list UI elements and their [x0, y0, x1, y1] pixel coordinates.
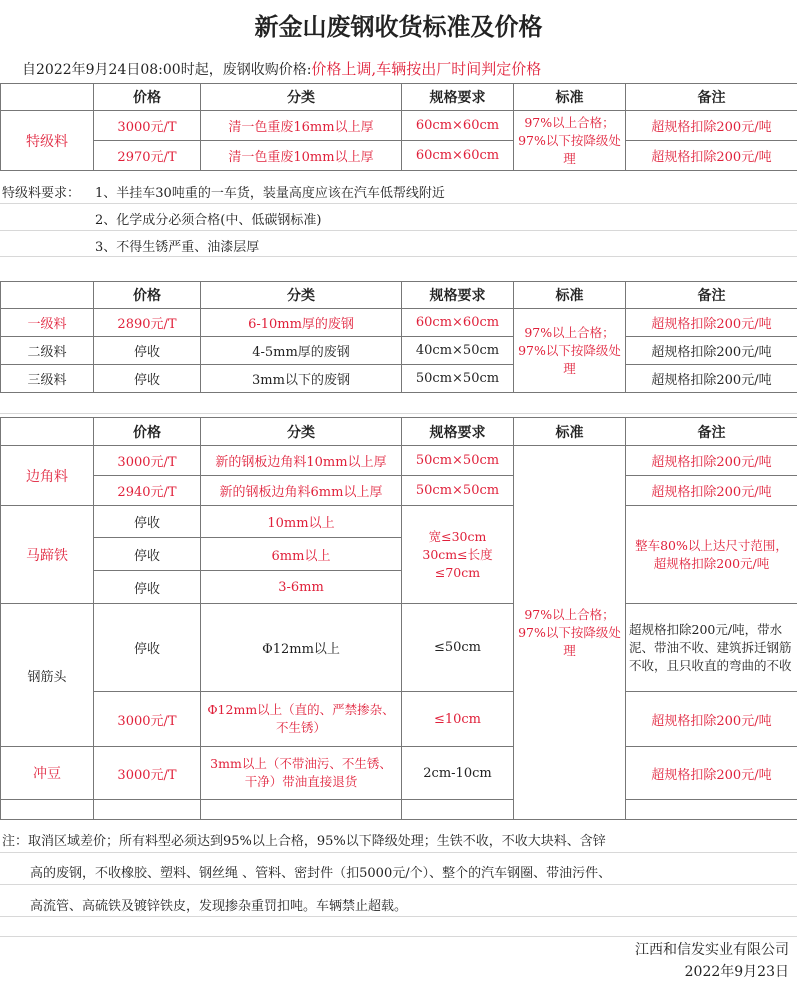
blank-cell — [402, 800, 514, 820]
footer-note-3: 高流管、高硫铁及镀锌铁皮，发现掺杂重罚扣吨。车辆禁止超载。 — [30, 899, 408, 914]
grid-line — [0, 916, 797, 917]
bean-remark: 超规格扣除200元/吨 — [626, 747, 797, 800]
premium-req-1: 1、半挂车30吨重的一车货，装量高度应该在汽车低帮线附近 — [95, 186, 445, 201]
rebar-category-2: Φ12mm以上（直的、严禁掺杂、不生锈） — [201, 692, 402, 747]
blank-cell — [626, 800, 797, 820]
rebar-category-1: Φ12mm以上 — [201, 604, 402, 692]
horseshoe-category-1: 10mm以上 — [201, 506, 402, 538]
premium-req-2: 2、化学成分必须合格(中、低碳钢标准) — [95, 213, 322, 228]
horseshoe-spec: 宽≤30cm 30cm≤长度≤70cm — [402, 506, 514, 604]
bean-price: 3000元/T — [94, 747, 201, 800]
premium-spec-2: 60cm×60cm — [402, 141, 514, 171]
horseshoe-category-3: 3-6mm — [201, 571, 402, 604]
edge-spec-2: 50cm×50cm — [402, 476, 514, 506]
premium-category-1: 清一色重废16mm以上厚 — [201, 111, 402, 141]
header-spec: 规格要求 — [402, 282, 514, 309]
premium-price-2: 2970元/T — [94, 141, 201, 171]
premium-category-2: 清一色重废10mm以上厚 — [201, 141, 402, 171]
grade3-spec: 50cm×50cm — [402, 365, 514, 393]
header-price: 价格 — [94, 84, 201, 111]
horseshoe-price-1: 停收 — [94, 506, 201, 538]
special-standard: 97%以上合格；97%以下按降级处理 — [514, 446, 626, 820]
premium-req-title: 特级料要求： — [2, 186, 81, 201]
grade3-price: 停收 — [94, 365, 201, 393]
header-price: 价格 — [94, 418, 201, 446]
rebar-remark-2: 超规格扣除200元/吨 — [626, 692, 797, 747]
grade-standard: 97%以上合格；97%以下按降级处理 — [514, 309, 626, 393]
header-blank — [1, 418, 94, 446]
grade2-spec: 40cm×50cm — [402, 337, 514, 365]
notice-prefix: 自2022年9月24日08:00时起，废钢收购价格: — [22, 62, 312, 78]
premium-remark-1: 超规格扣除200元/吨 — [626, 111, 797, 141]
grade2-price: 停收 — [94, 337, 201, 365]
footer-note-1: 注：取消区域差价；所有料型必须达到95%以上合格，95%以下降级处理；生铁不收，不收大块料、含锌 — [2, 834, 606, 849]
premium-price-1: 3000元/T — [94, 111, 201, 141]
rebar-price-1: 停收 — [94, 604, 201, 692]
company-name: 江西和信发实业有限公司 — [635, 942, 789, 958]
horseshoe-remark: 整车80%以上达尺寸范围，超规格扣除200元/吨 — [626, 506, 797, 604]
grid-line — [0, 884, 797, 885]
edge-remark-1: 超规格扣除200元/吨 — [626, 446, 797, 476]
header-remark: 备注 — [626, 282, 797, 309]
rebar-price-2: 3000元/T — [94, 692, 201, 747]
bean-label: 冲豆 — [1, 747, 94, 800]
grade1-price: 2890元/T — [94, 309, 201, 337]
header-standard: 标准 — [514, 418, 626, 446]
premium-remark-2: 超规格扣除200元/吨 — [626, 141, 797, 171]
page-title: 新金山废钢收货标准及价格 — [254, 13, 543, 41]
edge-category-1: 新的钢板边角料10mm以上厚 — [201, 446, 402, 476]
grade1-label: 一级料 — [1, 309, 94, 337]
blank-cell — [201, 800, 402, 820]
grade3-label: 三级料 — [1, 365, 94, 393]
grid-line — [0, 203, 797, 204]
rebar-spec-2: ≤10cm — [402, 692, 514, 747]
grid-line — [0, 936, 797, 937]
edge-remark-2: 超规格扣除200元/吨 — [626, 476, 797, 506]
premium-label: 特级料 — [1, 111, 94, 171]
grid-line — [0, 413, 797, 414]
header-category: 分类 — [201, 418, 402, 446]
special-table — [0, 417, 797, 820]
header-remark: 备注 — [626, 84, 797, 111]
grade2-label: 二级料 — [1, 337, 94, 365]
premium-table — [0, 83, 797, 171]
grid-line — [0, 852, 797, 853]
grade1-remark: 超规格扣除200元/吨 — [626, 309, 797, 337]
grade3-category: 3mm以下的废钢 — [201, 365, 402, 393]
grid-line — [0, 256, 797, 257]
horseshoe-price-2: 停收 — [94, 538, 201, 571]
grade2-category: 4-5mm厚的废钢 — [201, 337, 402, 365]
grade1-category: 6-10mm厚的废钢 — [201, 309, 402, 337]
premium-standard: 97%以上合格；97%以下按降级处理 — [514, 111, 626, 171]
header-price: 价格 — [94, 282, 201, 309]
grade1-spec: 60cm×60cm — [402, 309, 514, 337]
header-spec: 规格要求 — [402, 84, 514, 111]
horseshoe-category-2: 6mm以上 — [201, 538, 402, 571]
header-category: 分类 — [201, 282, 402, 309]
price-notice — [22, 58, 541, 79]
header-standard: 标准 — [514, 84, 626, 111]
horseshoe-price-3: 停收 — [94, 571, 201, 604]
grade-table — [0, 281, 797, 393]
blank-cell — [1, 800, 94, 820]
bean-category: 3mm以上（不带油污、不生锈、干净）带油直接退货 — [201, 747, 402, 800]
edge-spec-1: 50cm×50cm — [402, 446, 514, 476]
edge-label: 边角料 — [1, 446, 94, 506]
header-remark: 备注 — [626, 418, 797, 446]
grade3-remark: 超规格扣除200元/吨 — [626, 365, 797, 393]
document-date: 2022年9月23日 — [684, 964, 789, 980]
premium-req-3: 3、不得生锈严重、油漆层厚 — [95, 240, 260, 255]
rebar-remark-1: 超规格扣除200元/吨，带水泥、带油不收、建筑拆迁钢筋不收，且只收直的弯曲的不收 — [626, 604, 797, 692]
header-spec: 规格要求 — [402, 418, 514, 446]
header-standard: 标准 — [514, 282, 626, 309]
grid-line — [0, 230, 797, 231]
footer-note-2: 高的废钢，不收橡胶、塑料、钢丝绳 、管料、密封件（扣5000元/个）、整个的汽车钢圈、带油污件、 — [30, 866, 612, 881]
edge-price-2: 2940元/T — [94, 476, 201, 506]
horseshoe-label: 马蹄铁 — [1, 506, 94, 604]
edge-category-2: 新的钢板边角料6mm以上厚 — [201, 476, 402, 506]
premium-spec-1: 60cm×60cm — [402, 111, 514, 141]
header-category: 分类 — [201, 84, 402, 111]
blank-cell — [94, 800, 201, 820]
rebar-spec-1: ≤50cm — [402, 604, 514, 692]
bean-spec: 2cm-10cm — [402, 747, 514, 800]
header-blank — [1, 84, 94, 111]
grade2-remark: 超规格扣除200元/吨 — [626, 337, 797, 365]
notice-highlight: 价格上调,车辆按出厂时间判定价格 — [311, 60, 542, 78]
rebar-label: 钢筋头 — [1, 604, 94, 747]
edge-price-1: 3000元/T — [94, 446, 201, 476]
header-blank — [1, 282, 94, 309]
